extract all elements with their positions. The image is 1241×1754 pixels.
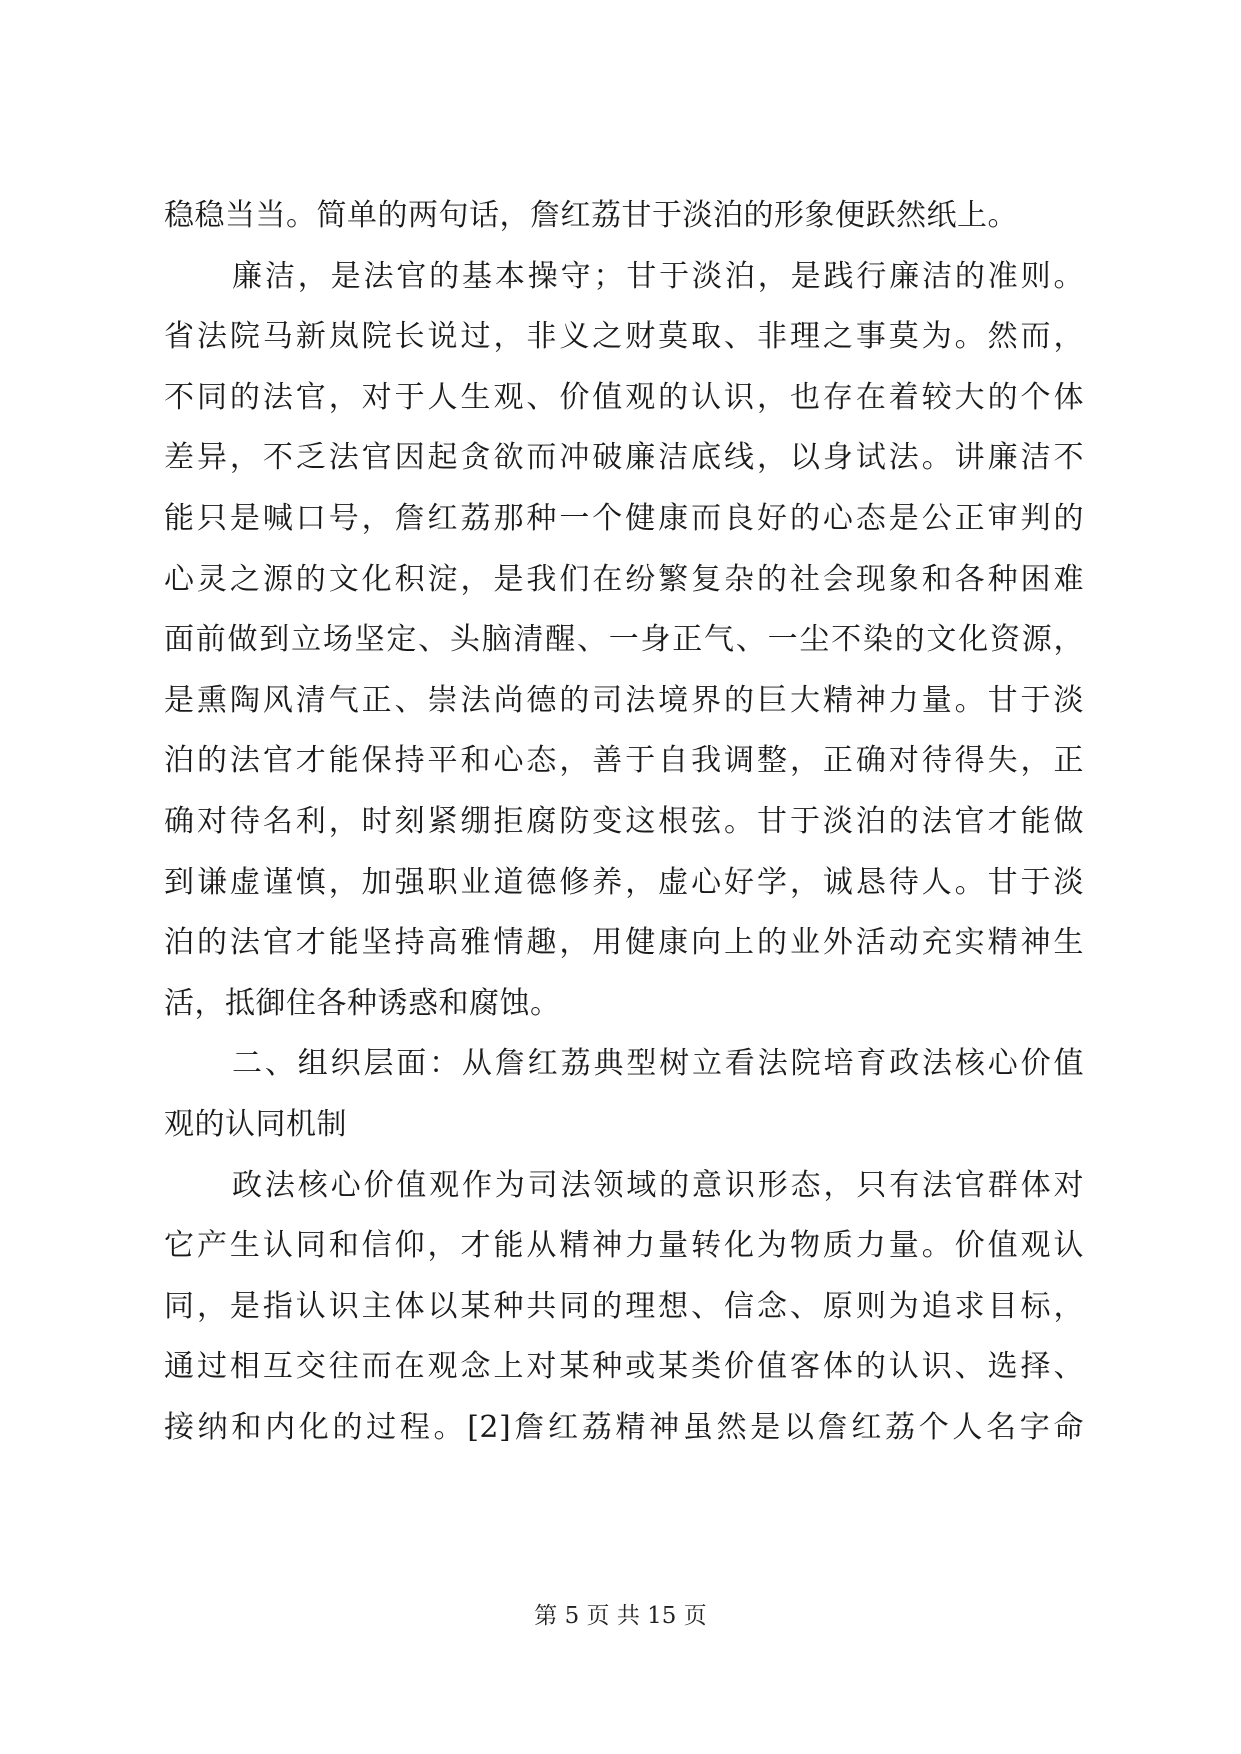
text-line: 稳稳当当。简单的两句话，詹红荔甘于淡泊的形象便跃然纸上。 [164,198,1018,233]
text-line: 泊的法官才能保持平和心态，善于自我调整，正确对待得失，正 [164,743,1084,779]
section-heading: 二、组织层面：从詹红荔典型树立看法院培育政法核心价值 [232,1046,1084,1082]
body-text [164,186,1084,1458]
text-line: 接纳和内化的过程。[2]詹红荔精神虽然是以詹红荔个人名字命 [164,1409,1084,1445]
text-line: 差异，不乏法官因起贪欲而冲破廉洁底线，以身试法。讲廉洁不 [164,440,1084,476]
text-line: 省法院马新岚院长说过，非义之财莫取、非理之事莫为。然而， [164,319,1084,355]
text-line: 是熏陶风清气正、崇法尚德的司法境界的巨大精神力量。甘于淡 [164,682,1084,718]
text-line: 政法核心价值观作为司法领域的意识形态，只有法官群体对 [232,1167,1084,1203]
text-line: 活，抵御住各种诱惑和腐蚀。 [164,985,561,1021]
text-line: 心灵之源的文化积淀，是我们在纷繁复杂的社会现象和各种困难 [164,561,1084,597]
text-line: 到谦虚谨慎，加强职业道德修养，虚心好学，诚恳待人。甘于淡 [164,864,1084,900]
text-line: 泊的法官才能坚持高雅情趣，用健康向上的业外活动充实精神生 [164,925,1084,961]
text-line: 不同的法官，对于人生观、价值观的认识，也存在着较大的个体 [164,379,1084,415]
text-line: 同，是指认识主体以某种共同的理想、信念、原则为追求目标， [164,1288,1084,1324]
text-line: 确对待名利，时刻紧绷拒腐防变这根弦。甘于淡泊的法官才能做 [164,803,1084,839]
text-line: 能只是喊口号，詹红荔那种一个健康而良好的心态是公正审判的 [164,500,1084,536]
page-number-footer: 第 5 页 共 15 页 [534,1603,707,1629]
text-line: 它产生认同和信仰，才能从精神力量转化为物质力量。价值观认 [164,1228,1084,1264]
text-line: 通过相互交往而在观念上对某种或某类价值客体的认识、选择、 [164,1349,1084,1385]
text-line: 廉洁，是法官的基本操守；甘于淡泊，是践行廉洁的准则。 [232,258,1084,294]
section-heading-continued: 观的认同机制 [164,1106,347,1142]
text-line: 面前做到立场坚定、头脑清醒、一身正气、一尘不染的文化资源， [164,622,1084,658]
